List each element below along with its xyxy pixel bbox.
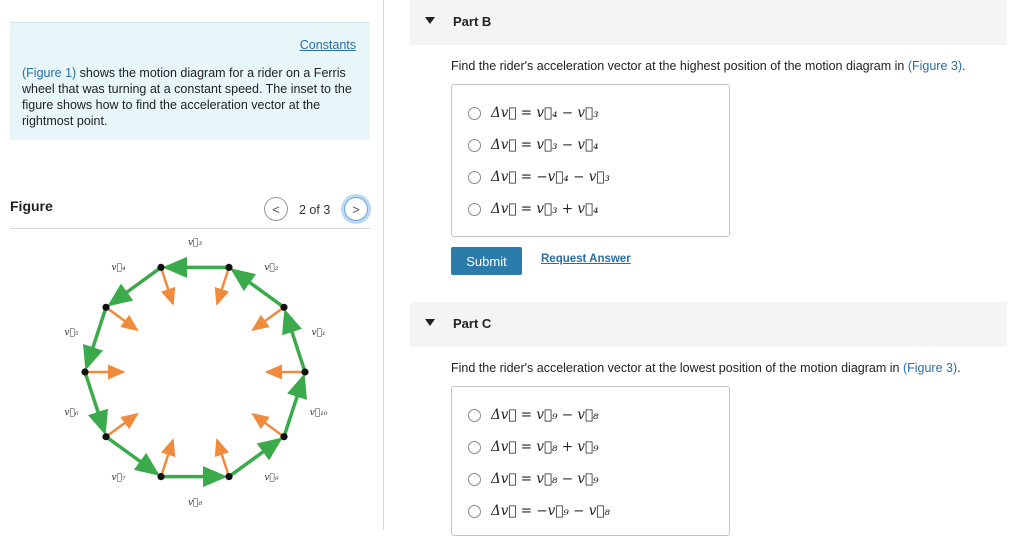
radio-button[interactable] [468,171,481,184]
radio-button[interactable] [468,139,481,152]
intro-description: shows the motion diagram for a rider on a Ferris wheel that was turning at a constant speed. The inset to the figure shows how to find the acceleration vector at the rightmost point. [22,66,352,128]
part-b-option-2[interactable] [468,135,599,155]
part-b-question-end: . [962,59,966,73]
option-formula: Δv⃗ = −v⃗₄ − v⃗₃ [491,169,610,185]
part-c-option-4[interactable] [468,501,610,521]
part-c-header[interactable] [410,302,1007,347]
position-dot [225,264,232,271]
next-figure-button[interactable] [344,197,368,221]
option-formula: Δv⃗ = v⃗₈ − v⃗₉ [491,471,599,487]
submit-button[interactable]: Submit [451,247,522,275]
velocity-label: v⃗₈ [187,498,203,508]
intro-text [22,65,352,129]
radio-button[interactable] [468,473,481,486]
velocity-arrow [285,377,304,435]
velocity-label: v⃗₁ [311,327,326,338]
option-formula: Δv⃗ = v⃗₉ − v⃗₈ [491,407,599,423]
velocity-label: v⃗₆ [64,408,79,419]
acceleration-arrow [253,307,284,329]
part-c-option-1[interactable] [468,405,599,425]
position-dot [280,433,287,440]
radio-button[interactable] [468,107,481,120]
figure-header [10,193,370,229]
velocity-label: v⃗₁₀ [309,408,328,419]
acceleration-arrow [106,307,137,329]
position-dot [157,264,164,271]
part-b-option-1[interactable] [468,103,599,123]
figure-3-link[interactable]: (Figure 3) [907,59,962,73]
intro-box [10,22,370,140]
position-dot [157,473,164,480]
radio-button[interactable] [468,409,481,422]
part-c-label: Part C [453,316,492,331]
part-c-question-text: Find the rider's acceleration vector at the lowest position of the motion diagram in [451,361,903,375]
acceleration-arrow [161,441,173,477]
part-c-option-3[interactable] [468,469,599,489]
velocity-arrow [286,312,305,370]
velocity-arrow [86,374,105,432]
part-b-label: Part B [453,14,492,29]
part-c-question-end: . [957,361,961,375]
option-formula: Δv⃗ = v⃗₈ + v⃗₉ [491,439,599,455]
velocity-arrow [108,438,157,474]
option-formula: Δv⃗ = v⃗₃ − v⃗₄ [491,137,599,153]
part-c-options [451,386,730,536]
velocity-arrow [231,440,280,476]
part-b-option-3[interactable] [468,167,610,187]
velocity-arrow [233,270,282,306]
radio-button[interactable] [468,203,481,216]
position-dot [301,368,308,375]
figure-page-indicator: 2 of 3 [299,203,331,217]
part-b-header[interactable] [410,0,1007,45]
constants-link[interactable]: Constants [299,38,356,52]
left-panel [0,0,384,530]
figure-3-link[interactable]: (Figure 3) [902,361,958,375]
velocity-label: v⃗₂ [264,262,279,273]
acceleration-arrow [217,441,229,477]
motion-diagram-figure [64,238,330,530]
part-b-option-4[interactable] [468,199,599,219]
option-formula: Δv⃗ = −v⃗₉ − v⃗₈ [491,503,610,519]
radio-button[interactable] [468,505,481,518]
part-c-question [451,361,961,375]
option-formula: Δv⃗ = v⃗₃ + v⃗₄ [491,201,599,217]
velocity-label: v⃗₄ [111,262,126,273]
figure-title: Figure [10,198,53,214]
velocity-arrow [110,269,159,305]
chevron-left-icon: < [272,201,280,217]
position-dot [102,433,109,440]
velocity-label: v⃗₃ [187,238,203,248]
option-formula: Δv⃗ = v⃗₄ − v⃗₃ [491,105,599,121]
velocity-arrow [87,309,106,367]
acceleration-arrow [217,267,229,303]
figure-1-link[interactable]: (Figure 1) [22,66,77,80]
part-b-options [451,84,730,237]
velocity-label: v⃗₇ [111,473,126,484]
acceleration-arrow [161,267,173,303]
position-dot [102,304,109,311]
part-c-option-2[interactable] [468,437,599,457]
collapse-triangle-icon [425,17,435,24]
acceleration-arrow [106,414,137,436]
velocity-label: v⃗₉ [264,473,279,484]
request-answer-link[interactable]: Request Answer [541,253,631,265]
position-dot [225,473,232,480]
position-dot [81,368,88,375]
chevron-right-icon: > [352,201,360,217]
previous-figure-button[interactable] [264,197,288,221]
acceleration-arrow [253,414,284,436]
collapse-triangle-icon [425,319,435,326]
velocity-label: v⃗₅ [64,327,79,338]
part-b-question-text: Find the rider's acceleration vector at the highest position of the motion diagram in [451,59,908,73]
position-dot [280,304,287,311]
part-b-question [451,59,965,73]
radio-button[interactable] [468,441,481,454]
